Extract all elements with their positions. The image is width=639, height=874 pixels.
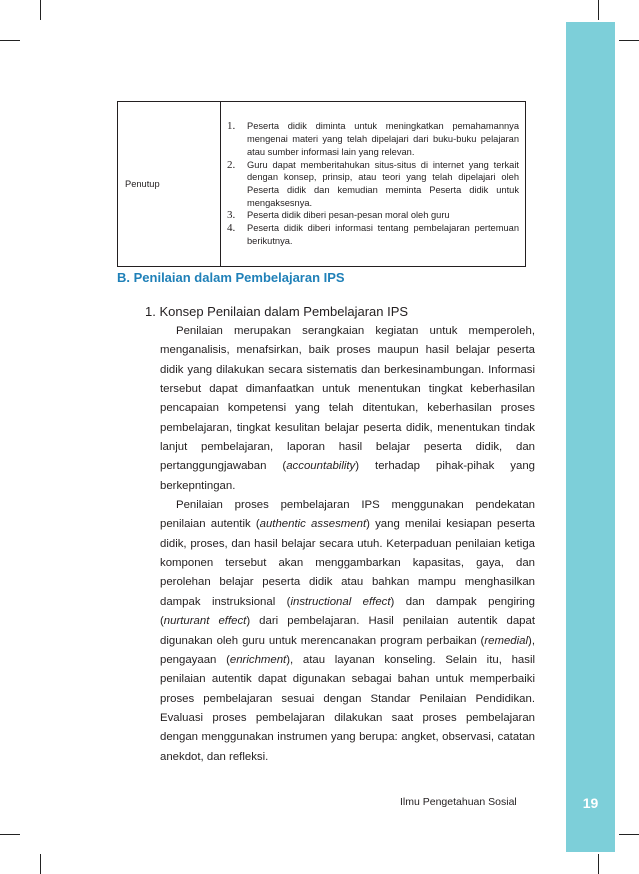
- closing-activities-table: [117, 101, 526, 267]
- closing-steps-list: [221, 114, 525, 253]
- crop-mark: [40, 854, 41, 874]
- crop-mark: [598, 854, 599, 874]
- crop-mark: [0, 40, 20, 41]
- table-label: Penutup: [125, 179, 160, 189]
- table-label-cell: [118, 102, 221, 267]
- crop-mark: [598, 0, 599, 20]
- list-item: 2. Guru dapat memberitahukan situs-situs di internet yang terkait dengan konsep, prinsip, atau teori yang telah dipelajari oleh Peserta didik dan kemudian meminta Peserta didik untuk mengaksesnya.: [227, 158, 519, 208]
- sub-heading: 1. Konsep Penilaian dalam Pembelajaran IPS: [145, 304, 409, 319]
- crop-mark: [619, 834, 639, 835]
- list-item: 3. Peserta didik diberi pesan-pesan moral oleh guru: [227, 209, 450, 222]
- table-content-cell: [221, 102, 526, 267]
- list-item: 1. Peserta didik diminta untuk meningkatkan pemahamannya mengenai materi yang telah dipelajari dari buku-buku pelajaran atau sumber informasi lain yang relevan.: [227, 120, 519, 157]
- page-number: 19: [582, 795, 599, 811]
- body-text: [160, 322, 535, 767]
- crop-mark: [619, 40, 639, 41]
- paragraph: Penilaian merupakan serangkaian kegiatan untuk memperoleh, menganalisis, menafsirkan, baik proses maupun hasil belajar peserta didik yang dilakukan secara sistematis dan berkesinambungan. Informasi tersebut dapat dimanfaatkan untuk menentukan tingkat keberhasilan pencapaian kompetensi yang telah ditentukan, keberhasilan proses pembelajaran, tingkat kesulitan belajar peserta didik, menentukan tindak lanjut pembelajaran, laporan hasil belajar peserta didik, dan pertanggungjawaban (accountability) terhadap pihak-pihak yang berkepntingan.: [160, 325, 535, 492]
- paragraph: Penilaian proses pembelajaran IPS menggunakan pendekatan penilaian autentik (authentic assesment) yang menilai kesiapan peserta didik, proses, dan hasil belajar secara utuh. Keterpaduan penilaian ketiga komponen tersebut akan menggambarkan kapasitas, gaya, dan perolehan belajar peserta didik atau bahkan mampu menghasilkan dampak instruksional (instructional effect) dan dampak pengiring (nurturant effect) dari pembelajaran. Hasil penilaian autentik dapat digunakan oleh guru untuk merencanakan program perbaikan (remedial), pengayaan (enrichment), atau layanan konseling. Selain itu, hasil penilaian autentik dapat digunakan sebagai bahan untuk memperbaiki proses pembelajaran sesuai dengan Standar Penilaian Pendidikan. Evaluasi proses pembelajaran dilakukan saat proses pembelajaran dengan menggunakan instrumen yang berupa: angket, observasi, catatan anekdot, dan refleksi.: [160, 499, 536, 763]
- section-heading: B. Penilaian dalam Pembelajaran IPS: [117, 270, 345, 285]
- list-item: 4. Peserta didik diberi informasi tentang pembelajaran pertemuan berikutnya.: [227, 222, 519, 246]
- book-title: Ilmu Pengetahuan Sosial: [400, 796, 517, 808]
- crop-mark: [40, 0, 41, 20]
- crop-mark: [0, 834, 20, 835]
- side-accent-bar: [566, 22, 615, 852]
